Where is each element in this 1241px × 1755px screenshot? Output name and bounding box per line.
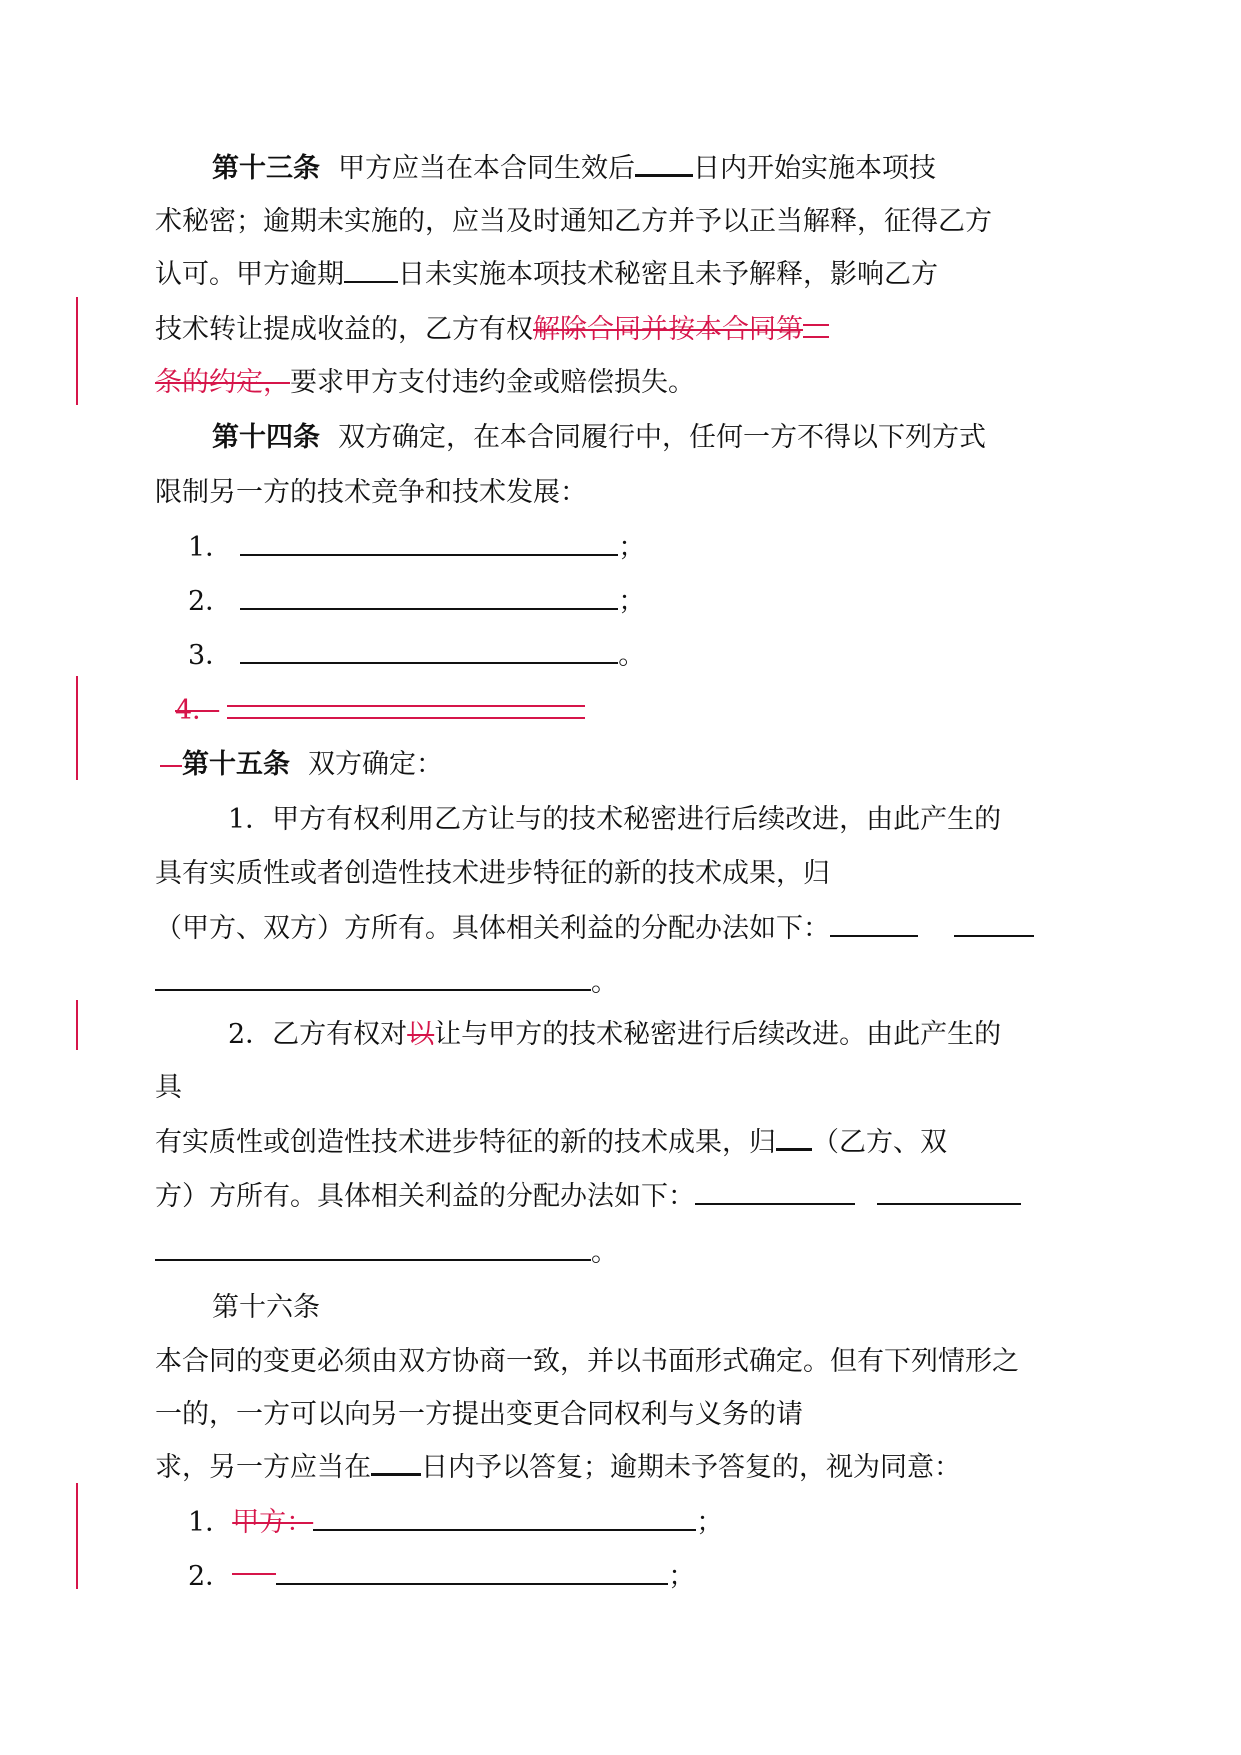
blank-field[interactable] (695, 1181, 855, 1205)
item-number: 1． (188, 532, 233, 563)
item-number: 2． (188, 586, 233, 617)
text: ； (618, 586, 646, 617)
text: 2．乙方有权对 (228, 1019, 408, 1050)
article14-line2 (155, 476, 587, 510)
blank-field[interactable] (371, 1451, 421, 1476)
change-bar (76, 1000, 78, 1050)
article14-item3 (188, 639, 645, 673)
text: 日内开始实施本项技 (693, 153, 936, 184)
item-number: 3． (188, 640, 233, 671)
text: 具 (155, 1072, 182, 1103)
text: 方）方所有。具体相关利益的分配办法如下： (155, 1181, 695, 1212)
text: ； (618, 532, 646, 563)
blank-field[interactable] (240, 532, 618, 556)
article15-p2-line5 (155, 1236, 618, 1270)
article16-line2 (155, 1398, 803, 1432)
article13-heading: 第十三条 (212, 153, 320, 184)
text: 1．甲方有权利用乙方让与的技术秘密进行后续改进，由此产生的 (228, 804, 1002, 835)
article16-item2 (188, 1560, 695, 1594)
article15-p1-line2 (155, 857, 830, 891)
blank-field[interactable] (155, 967, 591, 991)
text: （甲方、双方）方所有。具体相关利益的分配办法如下： (155, 913, 830, 944)
text: 一的，一方可以向另一方提出变更合同权利与义务的请 (155, 1399, 803, 1430)
article16-line3 (155, 1451, 961, 1485)
text: 术秘密；逾期未实施的，应当及时通知乙方并予以正当解释，征得乙方 (155, 206, 992, 237)
article13-line1 (212, 152, 936, 186)
text: 。 (591, 1237, 618, 1268)
text: 本合同的变更必须由双方协商一致，并以书面形式确定。但有下列情形之 (155, 1346, 1019, 1377)
deleted-blank (232, 1563, 276, 1585)
blank-field[interactable] (877, 1181, 1021, 1205)
article14-line1 (212, 421, 986, 455)
article15-p1-line4 (155, 966, 618, 1000)
deleted-blank (227, 695, 585, 719)
text: 认可。甲方逾期 (155, 259, 344, 290)
blank-field[interactable] (276, 1561, 668, 1585)
text: 有实质性或创造性技术进步特征的新的技术成果，归 (155, 1127, 776, 1158)
deleted-mark (160, 765, 182, 767)
article15-line1 (160, 748, 443, 782)
text: 具有实质性或者创造性技术进步特征的新的技术成果，归 (155, 858, 830, 889)
item-number: 1． (188, 1507, 233, 1538)
blank-field[interactable] (344, 259, 398, 283)
text: 求，另一方应当在 (155, 1452, 371, 1483)
blank-field[interactable] (240, 640, 618, 664)
article16-line1 (155, 1345, 1019, 1379)
text: 甲方应当在本合同生效后 (338, 153, 635, 184)
deleted-text: 解除合同并按本合同第 (533, 314, 803, 345)
text: 让与甲方的技术秘密进行后续改进。由此产生的 (434, 1019, 1002, 1050)
article15-p1-line3 (155, 912, 1034, 946)
text: 要求甲方支付违约金或赔偿损失。 (290, 367, 695, 398)
text: 技术转让提成收益的，乙方有权 (155, 314, 533, 345)
article13-line4 (155, 313, 829, 347)
blank-field[interactable] (635, 152, 693, 177)
deleted-text: 4． (175, 695, 220, 726)
article15-p2-line2 (155, 1071, 182, 1105)
text: （乙方、双 (812, 1127, 947, 1158)
article14-item2 (188, 585, 645, 619)
text: 限制另一方的技术竞争和技术发展： (155, 477, 587, 508)
text: 。 (591, 967, 618, 998)
deleted-text: 条的约定， (155, 367, 290, 398)
text: 双方确定： (308, 749, 443, 780)
article13-line2 (155, 205, 992, 239)
deleted-blank (803, 314, 829, 338)
deleted-text: 以 (407, 1019, 435, 1050)
article15-heading: 第十五条 (182, 749, 290, 780)
change-bar (76, 676, 78, 780)
text: ； (696, 1507, 724, 1538)
blank-field[interactable] (240, 586, 618, 610)
blank-field[interactable] (776, 1126, 812, 1151)
item-number: 2． (188, 1561, 233, 1592)
article13-line5 (155, 366, 695, 400)
article16-item1 (188, 1506, 723, 1540)
article14-heading: 第十四条 (212, 422, 320, 453)
article16-heading: 第十六条 (212, 1292, 320, 1323)
article15-p1-line1 (228, 803, 1001, 837)
text: 日内予以答复；逾期未予答复的，视为同意： (421, 1452, 961, 1483)
change-bar (76, 1483, 78, 1589)
article14-item4-deleted (175, 694, 585, 728)
change-bar (76, 297, 78, 405)
article16-heading-line (212, 1291, 320, 1325)
article15-p2-line1 (228, 1018, 1001, 1052)
deleted-text: 甲方： (232, 1507, 314, 1538)
article13-line3 (155, 258, 938, 292)
text: 双方确定，在本合同履行中，任何一方不得以下列方式 (338, 422, 986, 453)
text: ； (668, 1561, 696, 1592)
article15-p2-line3 (155, 1126, 947, 1160)
text: 日未实施本项技术秘密且未予解释，影响乙方 (398, 259, 938, 290)
text: 。 (618, 640, 646, 671)
article15-p2-line4 (155, 1180, 1021, 1214)
blank-field[interactable] (954, 913, 1034, 937)
blank-field[interactable] (155, 1237, 591, 1261)
blank-field[interactable] (830, 913, 918, 937)
article14-item1 (188, 531, 645, 565)
blank-field[interactable] (313, 1507, 696, 1531)
